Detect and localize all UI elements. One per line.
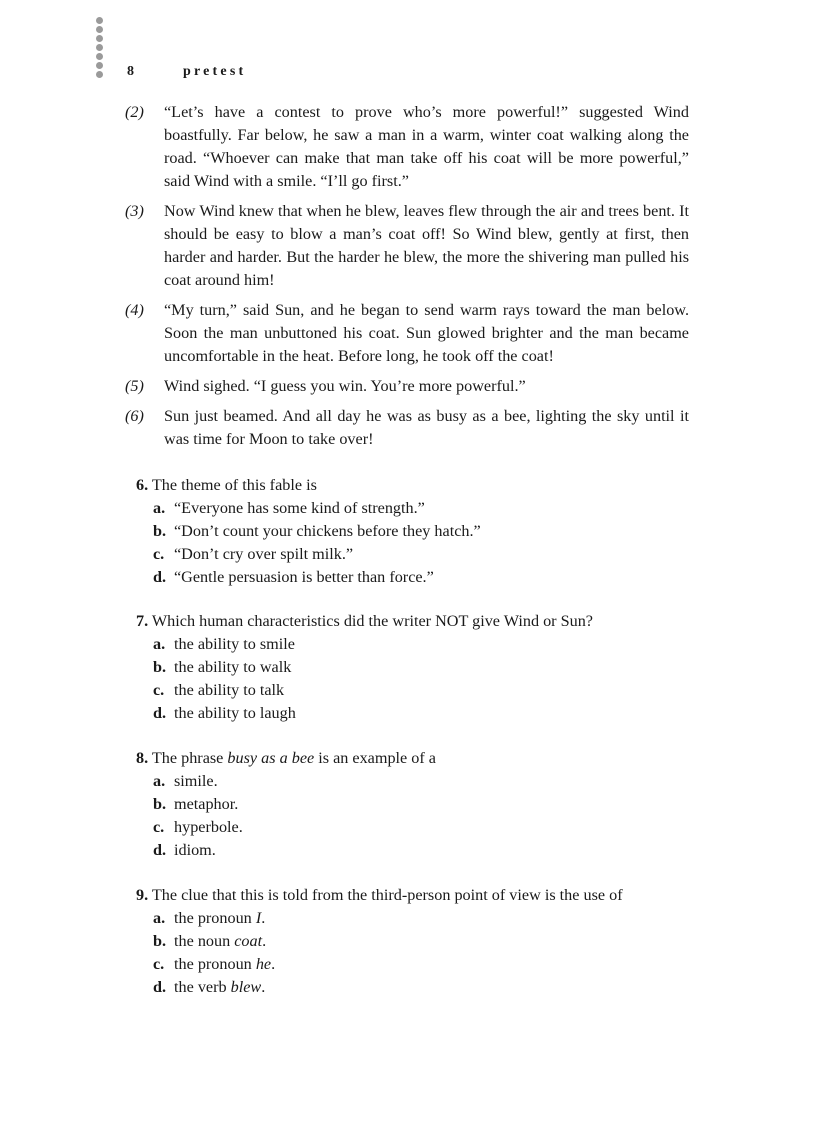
question-stem — [136, 474, 696, 497]
option-b[interactable] — [153, 793, 696, 816]
paragraph-text: Sun just beamed. And all day he was as busy as a bee, lighting the sky until it was time for Moon to take over! — [164, 407, 689, 448]
question-text: Which human characteristics did the writer NOT give Wind or Sun? — [151, 612, 593, 630]
page-number: 8 — [127, 64, 134, 79]
header-dots-decoration — [96, 17, 104, 80]
option-letter: c. — [153, 681, 165, 699]
option-text-post: . — [261, 909, 266, 927]
option-letter: a. — [153, 772, 166, 790]
option-a[interactable] — [153, 633, 696, 656]
option-text: “Everyone has some kind of strength.” — [174, 499, 425, 517]
paragraph-number: (4) — [125, 301, 144, 319]
option-text-pre: the pronoun — [174, 955, 252, 973]
option-letter: c. — [153, 955, 165, 973]
option-text: idiom. — [174, 841, 216, 859]
paragraph-5 — [125, 375, 689, 398]
option-c[interactable] — [153, 816, 696, 839]
option-text: simile. — [174, 772, 218, 790]
question-6 — [136, 474, 696, 589]
paragraph-text: “Let’s have a contest to prove who’s more powerful!” suggested Wind boastfully. Far below, he saw a man in a warm, winter coat walking along the road. “Whoever can make that man take off his coat will be more powerful,” said Wind with a smile. “I’ll go first.” — [164, 103, 689, 190]
option-text: the ability to smile — [174, 635, 295, 653]
option-text: the ability to talk — [174, 681, 285, 699]
option-text-emphasis: he — [255, 955, 272, 973]
option-text-emphasis: blew — [230, 978, 262, 996]
paragraph-number: (3) — [125, 202, 144, 220]
page-header — [127, 64, 246, 80]
option-letter: d. — [153, 704, 167, 722]
section-title: pretest — [183, 64, 247, 79]
question-stem — [136, 884, 696, 907]
option-c[interactable] — [153, 953, 696, 976]
option-letter: b. — [153, 795, 167, 813]
option-letter: c. — [153, 545, 165, 563]
question-8 — [136, 747, 696, 862]
option-a[interactable] — [153, 497, 696, 520]
paragraph-text: Wind sighed. “I guess you win. You’re more powerful.” — [164, 377, 526, 395]
paragraph-text: “My turn,” said Sun, and he began to send warm rays toward the man below. Soon the man unbuttoned his coat. Sun glowed brighter and the man became uncomfortable in the heat. Before long, he took off the coat! — [164, 301, 689, 365]
option-b[interactable] — [153, 930, 696, 953]
option-text-emphasis: I — [255, 909, 262, 927]
paragraph-2 — [125, 101, 689, 193]
option-text: the ability to walk — [174, 658, 292, 676]
option-letter: b. — [153, 522, 167, 540]
question-number: 8. — [136, 749, 149, 767]
paragraph-number: (2) — [125, 103, 144, 121]
paragraph-number: (5) — [125, 377, 144, 395]
option-text-post: . — [262, 932, 267, 950]
option-d[interactable] — [153, 976, 696, 999]
option-d[interactable] — [153, 702, 696, 725]
question-text: The theme of this fable is — [151, 476, 317, 494]
option-text-post: . — [261, 978, 266, 996]
question-7 — [136, 610, 696, 725]
question-9 — [136, 884, 696, 999]
option-letter: b. — [153, 658, 167, 676]
option-c[interactable] — [153, 679, 696, 702]
option-d[interactable] — [153, 839, 696, 862]
option-a[interactable] — [153, 770, 696, 793]
option-b[interactable] — [153, 520, 696, 543]
paragraph-text: Now Wind knew that when he blew, leaves flew through the air and trees bent. It should be easy to blow a man’s coat off! So Wind blew, gently at first, then harder and harder. But the harder he blew, the more the shivering man pulled his coat around him! — [164, 202, 689, 289]
question-text: The clue that this is told from the third-person point of view is the use of — [151, 886, 623, 904]
option-text: “Don’t cry over spilt milk.” — [174, 545, 354, 563]
question-number: 6. — [136, 476, 149, 494]
option-c[interactable] — [153, 543, 696, 566]
option-text: “Gentle persuasion is better than force.” — [174, 568, 434, 586]
option-d[interactable] — [153, 566, 696, 589]
question-text-pre: The phrase — [151, 749, 224, 767]
option-text-emphasis: coat — [234, 932, 263, 950]
option-letter: d. — [153, 841, 167, 859]
question-stem — [136, 747, 696, 770]
option-letter: a. — [153, 635, 166, 653]
paragraph-4 — [125, 299, 689, 368]
option-a[interactable] — [153, 907, 696, 930]
option-text-post: . — [271, 955, 276, 973]
option-letter: d. — [153, 568, 167, 586]
question-stem — [136, 610, 696, 633]
option-letter: a. — [153, 909, 166, 927]
option-letter: d. — [153, 978, 167, 996]
option-text-pre: the noun — [174, 932, 231, 950]
option-b[interactable] — [153, 656, 696, 679]
option-letter: c. — [153, 818, 165, 836]
paragraph-6 — [125, 405, 689, 451]
option-text: “Don’t count your chickens before they hatch.” — [174, 522, 481, 540]
question-number: 7. — [136, 612, 149, 630]
question-number: 9. — [136, 886, 149, 904]
option-text-pre: the pronoun — [174, 909, 252, 927]
option-text: the ability to laugh — [174, 704, 296, 722]
paragraph-3 — [125, 200, 689, 292]
paragraph-number: (6) — [125, 407, 144, 425]
option-letter: a. — [153, 499, 166, 517]
option-letter: b. — [153, 932, 167, 950]
option-text-pre: the verb — [174, 978, 227, 996]
question-text-post: is an example of a — [318, 749, 436, 767]
option-text: hyperbole. — [174, 818, 243, 836]
option-text: metaphor. — [174, 795, 239, 813]
question-text-emphasis: busy as a bee — [227, 749, 315, 767]
